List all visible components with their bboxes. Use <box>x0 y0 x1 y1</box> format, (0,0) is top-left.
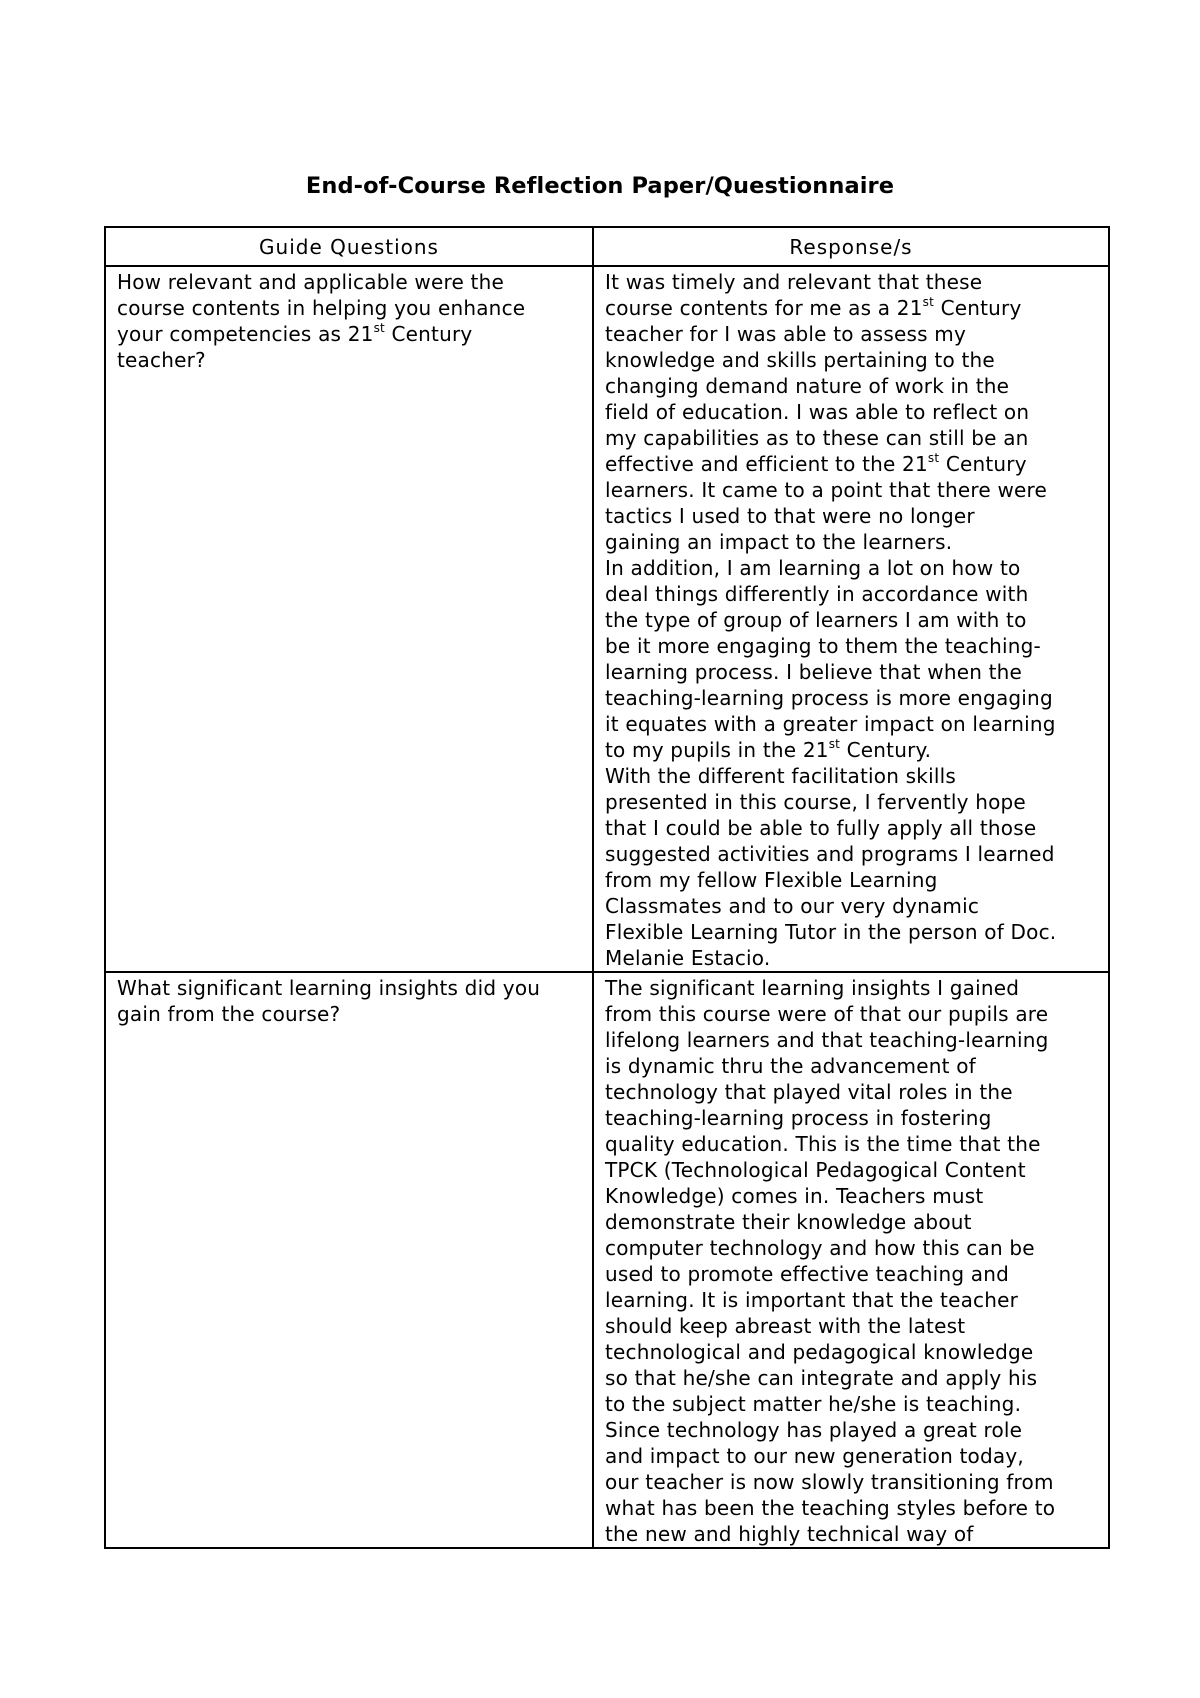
text-line: your competencies as 21st Century <box>117 321 473 346</box>
text-line: computer technology and how this can be <box>605 1236 1035 1260</box>
text-line: to my pupils in the 21st Century. <box>605 737 932 762</box>
text-line: used to promote effective teaching and <box>605 1262 1009 1286</box>
header-responses: Response/s <box>593 227 1109 266</box>
reflection-table <box>104 226 1110 1549</box>
text-line: is dynamic thru the advancement of <box>605 1054 976 1078</box>
text-line: What significant learning insights did you <box>117 976 541 1000</box>
text-line: our teacher is now slowly transitioning from <box>605 1470 1054 1494</box>
response-text <box>594 267 1108 971</box>
text-line: teaching-learning process is more engaging <box>605 686 1053 710</box>
text-line: so that he/she can integrate and apply his <box>605 1366 1038 1390</box>
text-line: that I could be able to fully apply all those <box>605 816 1037 840</box>
text-line: It was timely and relevant that these <box>605 270 983 294</box>
question-text <box>106 973 592 1027</box>
response-cell <box>593 972 1109 1548</box>
text-line: from this course were of that our pupils are <box>605 1002 1049 1026</box>
table-row <box>105 972 1109 1548</box>
question-text <box>106 267 592 373</box>
text-line: The significant learning insights I gained <box>605 976 1020 1000</box>
text-line: teaching-learning process in fostering <box>605 1106 992 1130</box>
ordinal-superscript: st <box>922 295 935 309</box>
ordinal-superscript: st <box>828 737 841 751</box>
text-line: deal things differently in accordance with <box>605 582 1029 606</box>
text-line: the new and highly technical way of <box>605 1522 974 1546</box>
header-guide-questions: Guide Questions <box>105 227 593 266</box>
text-line: gain from the course? <box>117 1002 341 1026</box>
text-line: learning. It is important that the teacher <box>605 1288 1019 1312</box>
text-line: teacher? <box>117 348 206 372</box>
text-line: Knowledge) comes in. Teachers must <box>605 1184 984 1208</box>
text-line: be it more engaging to them the teaching- <box>605 634 1041 658</box>
ordinal-superscript: st <box>373 321 385 335</box>
text-line: quality education. This is the time that the <box>605 1132 1041 1156</box>
text-line: changing demand nature of work in the <box>605 374 1010 398</box>
text-line: my capabilities as to these can still be an <box>605 426 1029 450</box>
table-header-row <box>105 227 1109 266</box>
text-line: learning process. I believe that when the <box>605 660 1023 684</box>
text-line: should keep abreast with the latest <box>605 1314 966 1338</box>
text-line: technology that played vital roles in the <box>605 1080 1013 1104</box>
text-line: suggested activities and programs I learned <box>605 842 1055 866</box>
text-line: Flexible Learning Tutor in the person of Doc. <box>605 920 1057 944</box>
text-line: In addition, I am learning a lot on how to <box>605 556 1021 580</box>
text-line: what has been the teaching styles before to <box>605 1496 1056 1520</box>
text-line: the type of group of learners I am with to <box>605 608 1027 632</box>
text-line: and impact to our new generation today, <box>605 1444 1024 1468</box>
page-title: End-of-Course Reflection Paper/Questionnaire <box>305 173 895 199</box>
text-line: TPCK (Technological Pedagogical Content <box>605 1158 1026 1182</box>
text-line: to the subject matter he/she is teaching. <box>605 1392 1022 1416</box>
ordinal-superscript: st <box>927 451 940 465</box>
text-line: How relevant and applicable were the <box>117 270 504 294</box>
text-line: Classmates and to our very dynamic <box>605 894 980 918</box>
table-row <box>105 266 1109 972</box>
text-line: lifelong learners and that teaching-learning <box>605 1028 1049 1052</box>
text-line: knowledge and skills pertaining to the <box>605 348 995 372</box>
question-cell <box>105 972 593 1548</box>
text-line: course contents in helping you enhance <box>117 296 526 320</box>
text-line: With the different facilitation skills <box>605 764 956 788</box>
text-line: presented in this course, I fervently hope <box>605 790 1026 814</box>
text-line: Melanie Estacio. <box>605 946 771 970</box>
text-line: learners. It came to a point that there were <box>605 478 1048 502</box>
response-text <box>594 973 1108 1547</box>
text-line: gaining an impact to the learners. <box>605 530 953 554</box>
text-line: tactics I used to that were no longer <box>605 504 975 528</box>
text-line: field of education. I was able to reflect on <box>605 400 1030 424</box>
text-line: teacher for I was able to assess my <box>605 322 966 346</box>
text-line: Since technology has played a great role <box>605 1418 1023 1442</box>
response-cell <box>593 266 1109 972</box>
question-cell <box>105 266 593 972</box>
text-line: demonstrate their knowledge about <box>605 1210 972 1234</box>
text-line: from my fellow Flexible Learning <box>605 868 938 892</box>
text-line: effective and efficient to the 21st Century <box>605 451 1027 476</box>
text-line: course contents for me as a 21st Century <box>605 295 1022 320</box>
text-line: it equates with a greater impact on learning <box>605 712 1056 736</box>
text-line: technological and pedagogical knowledge <box>605 1340 1034 1364</box>
